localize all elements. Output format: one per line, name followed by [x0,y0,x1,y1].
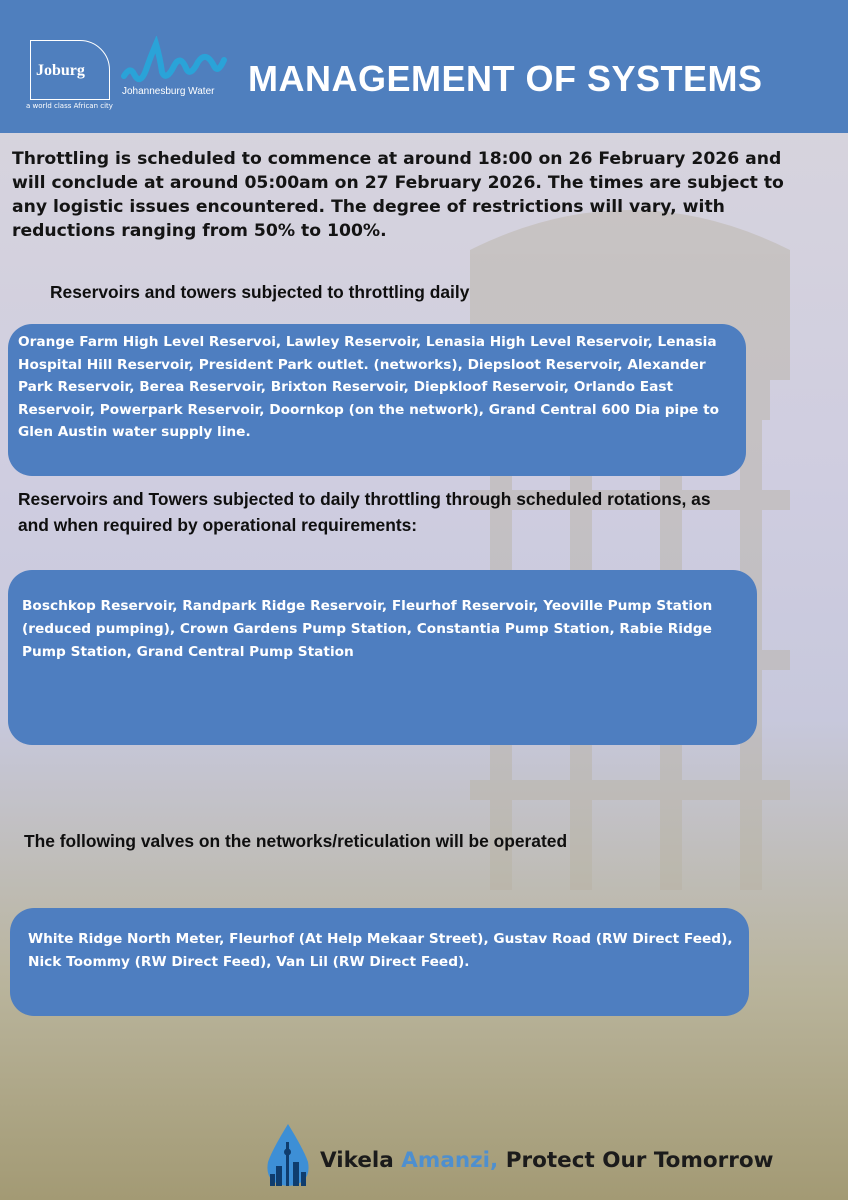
water-drop-skyline-icon [262,1122,314,1188]
info-panel-valves [10,908,749,1016]
joburg-logo [26,40,113,112]
slogan-part-1: Vikela [320,1148,402,1173]
info-panel-rotations-text: Boschkop Reservoir, Randpark Ridge Reservoir, Fleurhof Reservoir, Yeoville Pump Station (reduced pumping), Crown Gardens Pump Station, Constantia Pump Station, Rabie Ridge Pump Station, Grand Central Pump Station [22,598,713,660]
footer-slogan [320,1148,773,1173]
joburg-logo-text: Joburg [36,62,85,79]
info-panel-daily-text: Orange Farm High Level Reservoi, Lawley Reservoir, Lenasia High Level Reservoir, Lenasia Hospital Hill Reservoir, President Park outlet. (networks), Diepsloot Reservoir, Alexander Park Reservoir, Berea Reservoir, Brixton Reservoir, Diepkloof Reservoir, Orlando East Reservoir, Powerpark Reservoir, Doornkop (on the network), Grand Central 600 Dia pipe to Glen Austin water supply line. [18,334,720,440]
water-wave-icon [120,36,230,86]
section-heading-daily: Reservoirs and towers subjected to throttling daily [50,282,470,302]
header-banner [0,0,848,133]
slogan-part-2: Protect Our Tomorrow [498,1148,774,1173]
page-title: MANAGEMENT OF SYSTEMS [248,58,763,99]
slogan-accent: Amanzi, [401,1148,499,1173]
info-panel-rotations [8,570,757,745]
joburg-logo-tagline: a world class African city [26,102,113,110]
johannesburg-water-logo [120,36,230,106]
section-heading-valves: The following valves on the networks/reticulation will be operated [24,831,568,851]
intro-paragraph: Throttling is scheduled to commence at around 18:00 on 26 February 2026 and will conclude at around 05:00am on 27 February 2026. The times are subject to any logistic issues encountered. The degree of restrictions will vary, with reductions ranging from 50% to 100%. [12,149,784,241]
section-heading-rotations: Reservoirs and Towers subjected to daily throttling through scheduled rotations, as and when required by operational requirements: [18,489,711,535]
footer-slogan-block [262,1122,822,1192]
info-panel-daily [8,324,746,476]
info-panel-valves-text: White Ridge North Meter, Fleurhof (At Help Mekaar Street), Gustav Road (RW Direct Feed), Nick Toommy (RW Direct Feed), Van Lil (RW Direct Feed). [28,931,733,970]
johannesburg-water-logo-text: Johannesburg Water [122,86,215,97]
